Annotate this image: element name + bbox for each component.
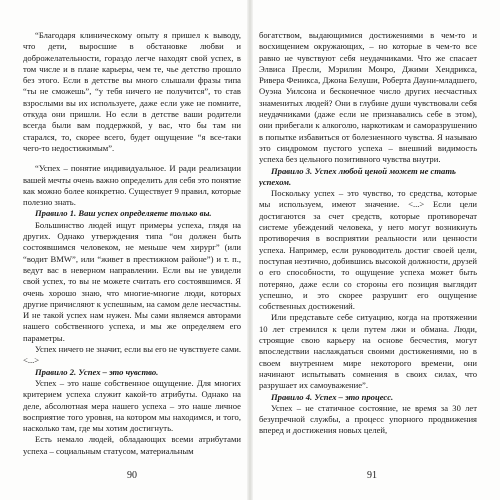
right-page-number: 91 xyxy=(367,470,377,481)
left-rule-1: Правило 1. Ваш успех определяете только вы. xyxy=(35,208,212,219)
left-paragraph-4: Успех ничего не значит, если вы его не чувствуете сами. <...> xyxy=(23,344,241,366)
right-rule-1: Правило 3. Успех любой ценой может не стать успехом. xyxy=(259,165,456,187)
book-gutter xyxy=(247,0,253,500)
left-page-number: 90 xyxy=(127,470,137,481)
left-paragraph-6: Есть немало людей, обладающих всеми атрибутами успеха – социальным статусом, материальным xyxy=(23,434,241,456)
right-paragraph-4: Успех – не статичное состояние, не время за 30 лет безупречной службы, а процесс упорного продвижения вперед и достижения новых целей, xyxy=(259,402,477,436)
left-rule-2: Правило 2. Успех – это чувство. xyxy=(35,366,159,377)
right-rule-2: Правило 4. Успех – это процесс. xyxy=(271,391,394,402)
left-paragraph-1: “Благодаря клиническому опыту я пришел к выводу, что дети, выросшие в обстановке любви и доброжелательности, гораздо легче находят свой успех, в том числе и в плане карьеры, чем те, чье детство прошло без этого. Если в детстве вы много слышали фразы типа “ты не сможешь”, “у тебя ничего не получится”, то став взрослыми вы их используете, даже если уже не помните, откуда они пришли. Но если в детстве ваши родители всегда были вам поддержкой, у вас, что бы там ни старался, то, скорее всего, будет ощущение “я все-таки чего-то недостижимым”. xyxy=(23,30,241,153)
right-page xyxy=(259,30,477,482)
right-paragraph-3: Или представьте себе ситуацию, когда на протяжении 10 лет стремился к цели путем лжи и обмана. Люди, строящие свою карьеру на основе бесчестия, могут впоследствии наслаждаться своими достижениями, но в своем внутреннем мире некоторого времени, они начинают испытывать сомнения в своих силах, что разрушает их самоуважение”. xyxy=(259,312,477,391)
right-paragraph-2: Поскольку успех – это чувство, то средства, которые мы используем, имеют значение. <...> Если цели достигаются за счет средств, которые противоречат системе убеждений человека, у него могут возникнуть противоречия в восприятии реальности или ценности успеха. Например, если руководитель достиг своей цели, поступая неэтично, добившись высокой должности, друзей о его способности, то ощущение успеха может быть потеряно, даже если со стороны его позиция выглядит успешно, и это скорее разрушит его ощущение собственных достижений. xyxy=(259,188,477,312)
left-page xyxy=(23,30,241,482)
left-paragraph-2: “Успех – понятие индивидуальное. И ради реализации вашей мечты очень важно определить для себя это понятие как можно более конкретно. Существует 9 правил, которые полезно знать. xyxy=(23,163,241,208)
left-paragraph-5: Успех – это наше собственное ощущение. Для многих критерием успеха служит какой-то атрибуты. Однако на деле, абсолютная мера нашего успеха – это наше личное восприятие того уровня, на котором мы находимся, и того, насколько там, где мы хотим достигнуть. xyxy=(23,377,241,434)
left-paragraph-3: Большинство людей ищут примеры успеха, глядя на других. Однако утверждения типа “он должен быть состоявшимся человеком, не меньше чем хирург” (или “водит BMW”, или “живет в престижном районе”) и т. п., ведут вас в неверном направлении. Если вы не увидели свой успех, то вы не можете считать его состоявшимся. Я очень хорошо знаю, что многие-многие люди, которых другие причисляют к успешным, на самом деле несчастны. И не такой успех нам нужен. Мы сами являемся авторами нашего собственного успеха, и мы же определяем его параметры. xyxy=(23,219,241,343)
right-paragraph-1: богатством, выдающимися достижениями в чем-то и восхищением окружающих, – но которые в чем-то все равно не чувствуют себя неудачниками. Что же спасает Элвиса Пресли, Мэрилин Монро, Джими Хендрикса, Ривера Феникса, Джона Белуши, Роберта Дауни-младшего, Оуэна Уилсона и бесконечное число других несчастных знаменитых людей? Они в глубине души чувствовали себя неудачниками (даже если не признавались себе в этом), они прибегали к алкоголю, наркотикам и саморазрушению в попытке избавиться от болезненного чувства. Я называю это синдромом пустого успеха – внешний видимость успеха без цельного позитивного чувства внутри. xyxy=(259,30,477,165)
